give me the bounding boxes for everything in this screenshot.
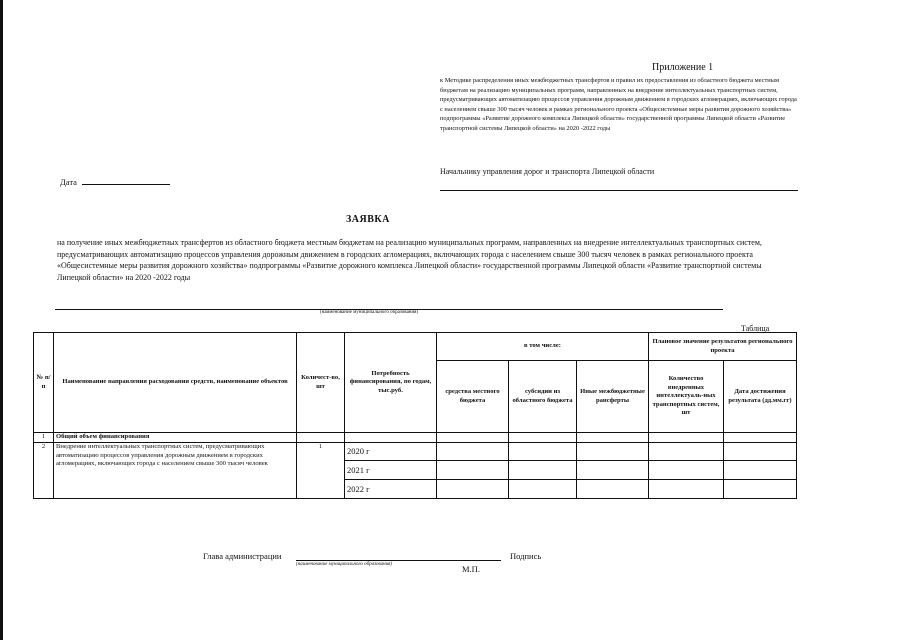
- table-cell: [649, 480, 724, 499]
- header-num: № п/п: [34, 333, 54, 433]
- year-cell: 2021 г: [345, 461, 437, 480]
- table-cell: [437, 433, 509, 443]
- page-left-border: [0, 0, 3, 640]
- table-cell: [509, 480, 577, 499]
- year-cell: 2020 г: [345, 443, 437, 461]
- table-cell: [509, 461, 577, 480]
- header-local-budget: средства местного бюджета: [437, 361, 509, 433]
- row-num: 1: [34, 433, 54, 443]
- header-achievement-date: Дата достижения результата (дд.мм.гг): [724, 361, 797, 433]
- table-cell: [577, 461, 649, 480]
- table-cell: [345, 433, 437, 443]
- header-name: Наименование направления расходования средств, наименование объектов: [54, 333, 297, 433]
- municipality-caption: (наименование муниципального образования): [320, 310, 419, 315]
- header-subsidy: субсидии из областного бюджета: [509, 361, 577, 433]
- year-cell: 2022 г: [345, 480, 437, 499]
- date-blank-line: [82, 176, 170, 185]
- signature-caption: (наименование муниципального образования): [296, 562, 393, 567]
- seal-label: М.П.: [462, 564, 480, 574]
- table-cell: [509, 433, 577, 443]
- header-including: в том числе:: [437, 333, 649, 361]
- appendix-text: к Методике распределения иных межбюджетных трансфертов и правил их предоставления из областного бюджета местным бюджетам на реализацию муниципальных программ, направленных на внедрение интеллектуальных транспортных систем, предусматривающих автоматизацию процессов управления дорожным движением в городских агломерациях, включающих города с населением свыше 300 тысяч человек в рамках регионального проекта «Общесистемные меры развития дорожного хозяйства» подпрограммы «Развитие дорожного комплекса Липецкой области» государственной программы Липецкой области «Развитие транспортной системы Липецкой области» на 2020 -2022 годы: [440, 77, 797, 132]
- addressee-underline: [440, 190, 798, 191]
- funding-table: [33, 332, 797, 499]
- header-other-transfers: Иные межбюджетные рансферты: [577, 361, 649, 433]
- table-cell: [509, 443, 577, 461]
- table-cell: [649, 443, 724, 461]
- header-need: Потребность финансирования, по годам, тыс.руб.: [345, 333, 437, 433]
- table-cell: [437, 461, 509, 480]
- header-qty: Количест-во, шт: [297, 333, 345, 433]
- table-cell: [649, 461, 724, 480]
- table-cell: [649, 433, 724, 443]
- table-row: [34, 443, 797, 461]
- header-plan: Плановое значение результатов регионального проекта: [649, 333, 797, 361]
- date-field: [60, 176, 170, 187]
- row-name: Общий объем финансирования: [54, 433, 297, 443]
- table-cell: [724, 461, 797, 480]
- table-label: Таблица: [741, 324, 770, 333]
- header-systems-count: Количество внедренных интеллектуаль-ных транспортных систем, шт: [649, 361, 724, 433]
- table-cell: [577, 480, 649, 499]
- table-cell: [297, 433, 345, 443]
- table-header-row: [34, 333, 797, 361]
- request-text: на получение иных межбюджетных трансфертов из областного бюджета местным бюджетам на реализацию муниципальных программ, направленных на внедрение интеллектуальных транспортных систем, предусматривающих автоматизацию процессов управления дорожным движением в городских агломерациях, включающих города с населением свыше 300 тысяч человек в рамках регионального проекта «Общесистемные меры развития дорожного хозяйства» подпрограммы «Развитие дорожного комплекса Липецкой области» государственной программы Липецкой области «Развитие транспортной системы Липецкой области» на 2020 -2022 годы: [57, 238, 762, 282]
- signature-line: [296, 560, 501, 561]
- table-cell: [437, 480, 509, 499]
- row-name: Внедрение интеллектуальных транспортных систем, предусматривающих автоматизацию процессов управления дорожным движением в городских агломерациях, включающих города с населением свыше 300 тысяч человек: [54, 443, 297, 499]
- table-cell: [724, 433, 797, 443]
- table-row: [34, 433, 797, 443]
- date-label: Дата: [60, 177, 77, 187]
- table-cell: [437, 443, 509, 461]
- addressee: Начальнику управления дорог и транспорта Липецкой области: [440, 167, 655, 176]
- table-cell: [577, 433, 649, 443]
- row-qty: 1: [297, 443, 345, 499]
- row-num: 2: [34, 443, 54, 499]
- signature-label: Глава администрации: [203, 551, 282, 561]
- table-cell: [724, 480, 797, 499]
- table-cell: [724, 443, 797, 461]
- appendix-title: Приложение 1: [652, 62, 714, 73]
- document-title: ЗАЯВКА: [346, 214, 390, 225]
- signature-sign-label: Подпись: [510, 551, 542, 561]
- table-cell: [577, 443, 649, 461]
